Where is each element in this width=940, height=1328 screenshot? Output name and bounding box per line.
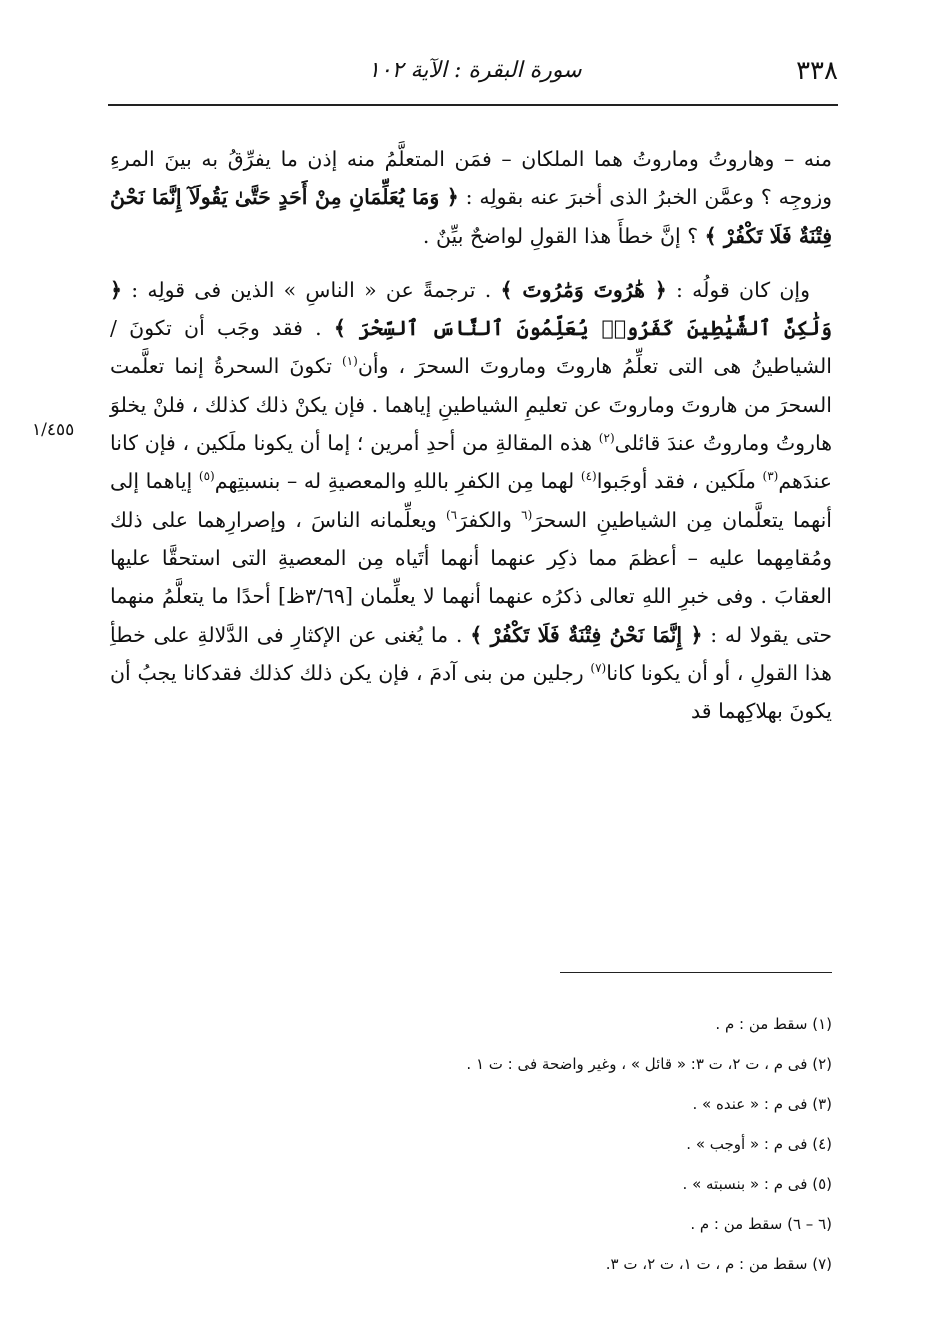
footnote: (٣) فى م : « عنده » . <box>692 1095 832 1113</box>
footnote: (١) سقط من : م . <box>715 1015 832 1033</box>
quran-verse: ﴿ وَمَا يُعَلِّمَانِ مِنْ أَحَدٍ حَتَّىٰ يَقُولَآ إِنَّمَا نَحْنُ فِتْنَةٌ فَلَا تَكْفُرْ ﴾ <box>110 185 832 248</box>
main-text <box>110 140 832 730</box>
text-run: أحدًا ما يتعلَّمُ منهما حتى يقولا له : <box>110 584 832 647</box>
text-run: والكفرَ <box>457 507 522 532</box>
quran-verse: ﴿ هَٰرُوتَ وَمَٰرُوتَ ﴾ <box>500 277 667 302</box>
footnote-marker: (٦ <box>521 507 533 522</box>
text-run: ؟ إنَّ خطأَ هذا القولِ لواضحٌ بيِّنٌ . <box>422 223 705 248</box>
header-divider <box>108 104 838 106</box>
footnote: (٢) فى م ، ت ٢، ت ٣: « قائل » ، وغير واضحة فى : ت ١ . <box>466 1055 832 1073</box>
footnote-marker: (٢) <box>598 431 615 446</box>
footnote-marker: (٥) <box>198 469 215 484</box>
text-run: تكونَ السحرةُ إنما تعلَّمت السحرَ من هاروتَ وماروتَ عن تعليمِ الشياطينِ إياهما . فإن يكنْ ذلك كذلك ، فلنْ يخلوَ هاروتُ وماروتُ عندَ قائلى <box>110 354 833 456</box>
footnote-marker: (١) <box>341 354 358 369</box>
running-title: سورة البقرة : الآية ١٠٢ <box>368 58 582 83</box>
footnote: (٧) سقط من : م ، ت ١، ت ٢، ت ٣. <box>605 1255 832 1273</box>
footnote-marker: (٣) <box>762 469 779 484</box>
footnote: (٦ – ٦) سقط من : م . <box>690 1215 832 1233</box>
page-number: ٣٣٨ <box>796 56 838 86</box>
footnote-marker: ٦) <box>445 507 458 522</box>
text-run: هذه المقالةِ من أحدِ أمرين ؛ إما أن يكونا ملَكين ، فإن كانا عندَهم <box>110 431 832 494</box>
text-run: رجلين من بنى آدمَ ، فإن يكن ذلك كذلك فقدكانا يجبُ أن يكونَ بهلاكِهما قد <box>110 660 832 724</box>
footnote-divider <box>560 972 832 973</box>
margin-reference: ١/٤٥٥ <box>32 420 75 440</box>
text-run: ويعلِّمانه الناسَ ، وإصرارِهما على ذلك ومُقامِهما عليه – أعظمَ مما ذكِر عنهما أنهما أتَياه مِن المعصيةِ التى استحقَّا عليها العقابَ . وفى خبرِ اللهِ تعالى ذكرُه عنهما أنهما لا يعلِّمان <box>110 507 833 609</box>
text-run: . ترجمةً عن « الناسِ » الذين فى قولِه : <box>122 277 501 302</box>
footnotes-list <box>110 1004 832 1284</box>
text-run: ملَكين ، فقد أوجَبوا <box>596 469 763 494</box>
quran-verse: ﴿ إِنَّمَا نَحْنُ فِتْنَةٌ فَلَا تَكْفُرْ ﴾ <box>470 622 703 647</box>
manuscript-folio-ref: [٣/٦٩ظ] <box>278 584 353 609</box>
text-run: وإن كان قولُه : <box>666 277 811 302</box>
footnote: (٤) فى م : « أوجب » . <box>686 1135 832 1153</box>
page-header <box>108 52 838 96</box>
text-run: . ما يُغنى عن الإكثارِ فى الدَّلالةِ على خطأِ هذا القولِ ، أو أن يكونا كانا <box>110 622 832 685</box>
text-run: . فقد وجَب أن تكونَ /الشياطينُ هى التى تعلِّمُ هاروتَ وماروتَ السحرَ ، وأن <box>110 316 832 379</box>
quran-verse: ﴿ وَلَٰكِنَّ ٱلشَّيَٰطِينَ كَفَرُوا۟ يُعَلِّمُونَ ٱلنَّاسَ ٱلسِّحْرَ ﴾ <box>110 277 833 341</box>
paragraph-1 <box>110 140 832 255</box>
text-run: إياهما إلى أنهما يتعلَّمان مِن الشياطينِ السحرَ <box>110 469 832 532</box>
footnote-marker: (٤) <box>580 469 597 484</box>
text-run: لهما مِن الكفرِ باللهِ والمعصيةِ له – بنسبتِهم <box>214 469 581 494</box>
footnote: (٥) فى م : « بنسبته » . <box>682 1175 832 1193</box>
text-run: منه – وهاروتُ وماروتُ هما الملكان – فمَن المتعلَّمُ منه إذن ما يفرِّقُ به بينَ المرءِ وزوجِه ؟ وعمَّن الخبرُ الذى أخبرَ عنه بقولِه : <box>110 147 833 210</box>
paragraph-2 <box>110 271 832 731</box>
footnote-marker: (٧) <box>590 661 607 676</box>
